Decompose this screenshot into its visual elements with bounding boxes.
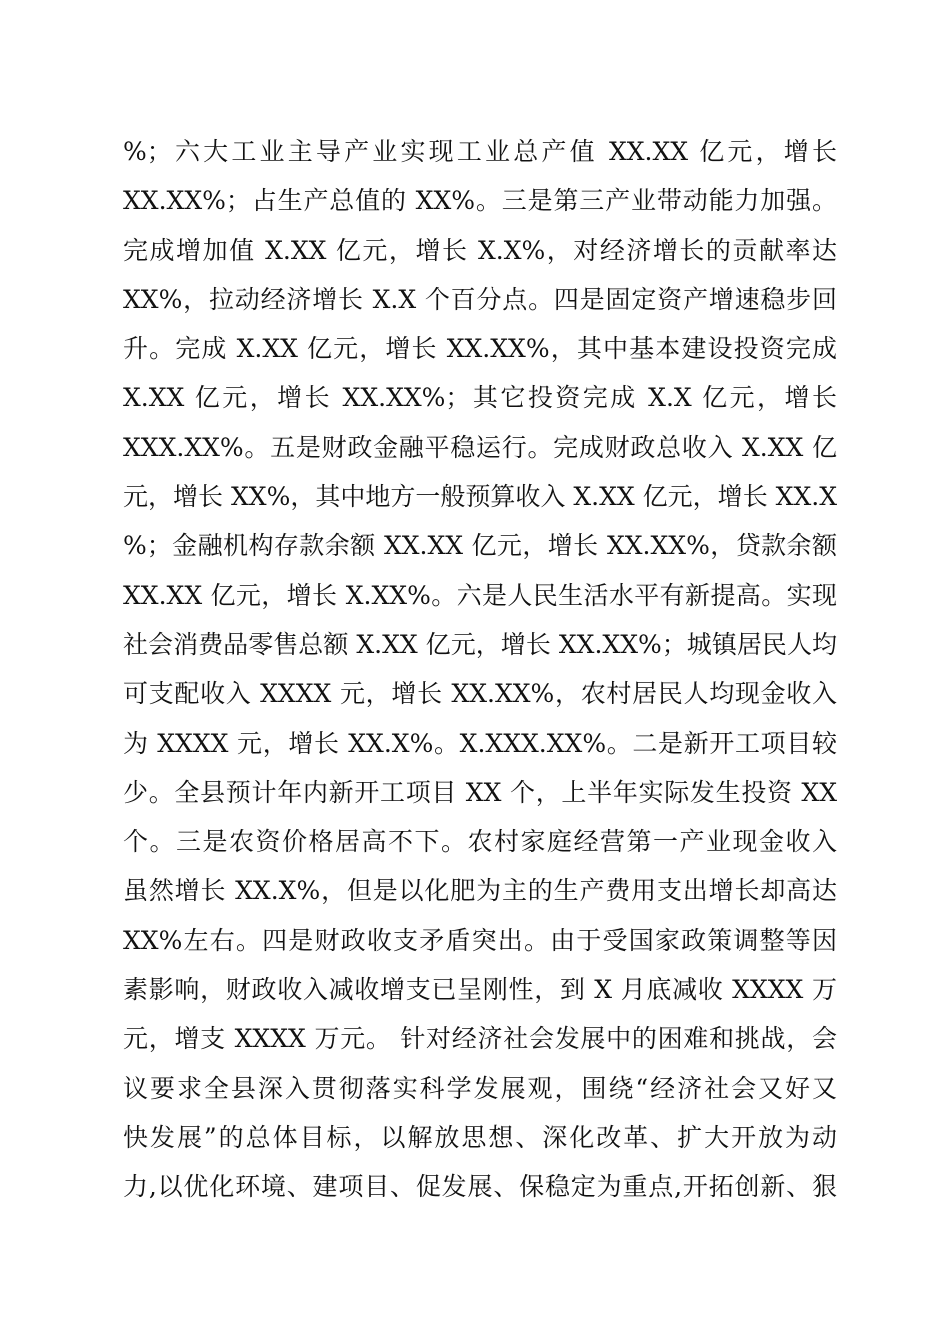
- text-line: 可支配收入 XXXX 元，增长 XX.XX%，农村居民人均现金收入: [123, 679, 837, 709]
- text-line: X.XX 亿元，增长 XX.XX%；其它投资完成 X.X 亿元，增长: [123, 383, 837, 413]
- text-line: XXX.XX%。五是财政金融平稳运行。完成财政总收入 X.XX 亿: [123, 432, 837, 462]
- text-line: XX.XX 亿元，增长 X.XX%。六是人民生活水平有新提高。实现: [123, 580, 837, 610]
- text-line: 个。三是农资价格居高不下。农村家庭经营第一产业现金收入: [123, 827, 837, 857]
- text-line: %；金融机构存款余额 XX.XX 亿元，增长 XX.XX%，贷款余额: [123, 531, 837, 561]
- text-line: 议要求全县深入贯彻落实科学发展观，围绕“经济社会又好又: [123, 1073, 837, 1103]
- text-line: 为 XXXX 元，增长 XX.X%。X.XXX.XX%。二是新开工项目较: [123, 728, 837, 758]
- text-line: 虽然增长 XX.X%，但是以化肥为主的生产费用支出增长却高达: [123, 876, 837, 906]
- text-line: 元，增长 XX%，其中地方一般预算收入 X.XX 亿元，增长 XX.X: [123, 482, 837, 512]
- text-line: 元，增支 XXXX 万元。 针对经济社会发展中的困难和挑战，会: [123, 1024, 837, 1054]
- body-text: [123, 127, 837, 1212]
- text-line: %；六大工业主导产业实现工业总产值 XX.XX 亿元，增长: [123, 137, 837, 166]
- text-line: 力,以优化环境、建项目、促发展、保稳定为重点,开拓创新、狠: [123, 1172, 837, 1202]
- text-line: 素影响，财政收入减收增支已呈刚性，到 X 月底减收 XXXX 万: [123, 975, 837, 1005]
- text-line: 社会消费品零售总额 X.XX 亿元，增长 XX.XX%；城镇居民人均: [123, 629, 837, 659]
- text-line: XX%，拉动经济增长 X.X 个百分点。四是固定资产增速稳步回: [123, 284, 837, 314]
- text-line: 少。全县预计年内新开工项目 XX 个，上半年实际发生投资 XX: [123, 777, 837, 807]
- text-line: 完成增加值 X.XX 亿元，增长 X.X%，对经济增长的贡献率达: [123, 235, 837, 265]
- text-line: XX%左右。四是财政收支矛盾突出。由于受国家政策调整等因: [123, 925, 837, 955]
- text-line: 快发展”的总体目标，以解放思想、深化改革、扩大开放为动: [123, 1122, 837, 1152]
- text-line: 升。完成 X.XX 亿元，增长 XX.XX%，其中基本建设投资完成: [123, 334, 837, 364]
- text-line: XX.XX%；占生产总值的 XX%。三是第三产业带动能力加强。: [123, 186, 837, 216]
